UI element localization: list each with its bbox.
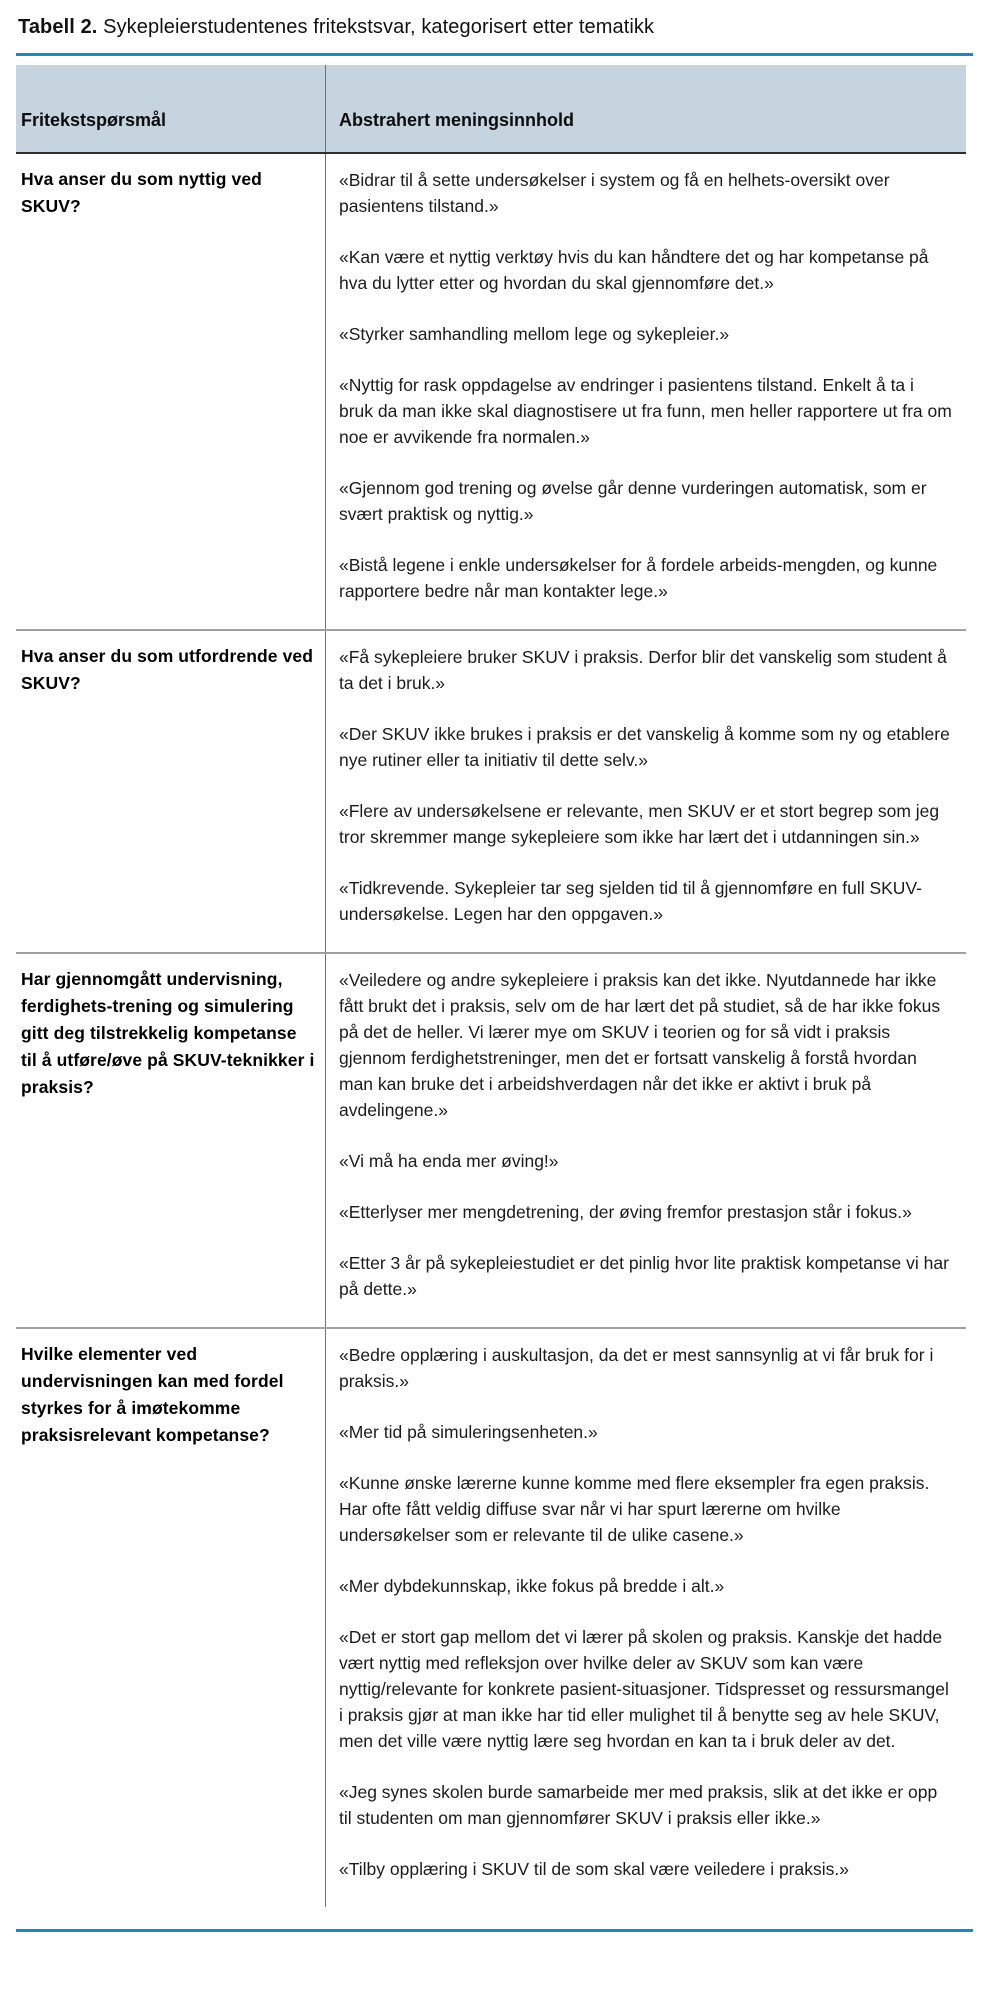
answer-quote: «Etterlyser mer mengdetrening, der øving fremfor prestasjon står i fokus.» bbox=[339, 1202, 912, 1222]
column-header-question: Fritekstspørsmål bbox=[21, 110, 167, 130]
table-row bbox=[16, 154, 966, 629]
answer-quote: «Det er stort gap mellom det vi lærer på skolen og praksis. Kanskje det hadde vært nyttig med refleksjon over hvilke deler av SKUV som kan være nyttig/relevante for konkrete pasient-situasjoner. Tidspresset og ressursmangel i praksis gjør at man ikke har tid eller mulighet til å benytte seg av hele SKUV, men det ville være nyttig lære seg hvordan en kan ta i bruk deler av det. bbox=[339, 1627, 949, 1751]
table-row bbox=[16, 952, 966, 1327]
answer-quote: «Kunne ønske lærerne kunne komme med flere eksempler fra egen praksis. Har ofte fått veldig diffuse svar når vi har spurt lærerne om hvilke undersøkelser som er relevante til de ulike casene.» bbox=[339, 1473, 930, 1545]
question-cell: Hva anser du som utfordrende ved SKUV? bbox=[21, 646, 314, 693]
data-table bbox=[16, 65, 966, 1907]
answer-quote: «Bedre opplæring i auskultasjon, da det er mest sannsynlig at vi får bruk for i praksis.» bbox=[339, 1345, 934, 1391]
answer-quote: «Bidrar til å sette undersøkelser i system og få en helhets-oversikt over pasientens tilstand.» bbox=[339, 170, 890, 216]
answer-quote: «Bistå legene i enkle undersøkelser for å fordele arbeids-mengden, og kunne rapportere bedre når man kontakter lege.» bbox=[339, 555, 938, 601]
answer-quote: «Veiledere og andre sykepleiere i praksis kan det ikke. Nyutdannede har ikke fått brukt det i praksis, selv om de har lært det på studiet, så de har ikke fokus på det de heller. Vi lærer mye om SKUV i teorien og for så vidt i praksis gjennom ferdighetstreninger, men det er fortsatt vanskelig å forstå hvordan man kan bruke det i arbeidshverdagen når det ikke er aktivt i bruk på avdelingene.» bbox=[339, 970, 941, 1120]
answers-cell bbox=[325, 631, 966, 952]
answer-quote: «Tidkrevende. Sykepleier tar seg sjelden tid til å gjennomføre en full SKUV-undersøkelse. Legen har den oppgaven.» bbox=[339, 878, 922, 924]
answer-quote: «Gjennom god trening og øvelse går denne vurderingen automatisk, som er svært praktisk og nyttig.» bbox=[339, 478, 927, 524]
answer-quote: «Etter 3 år på sykepleiestudiet er det pinlig hvor lite praktisk kompetanse vi har på dette.» bbox=[339, 1253, 949, 1299]
answer-quote: «Jeg synes skolen burde samarbeide mer med praksis, slik at det ikke er opp til studenten om man gjennomfører SKUV i praksis eller ikke.» bbox=[339, 1782, 938, 1828]
answers-cell bbox=[325, 154, 966, 629]
answer-quote: «Kan være et nyttig verktøy hvis du kan håndtere det og har kompetanse på hva du lytter etter og hvordan du skal gjennomføre det.» bbox=[339, 247, 929, 293]
question-cell: Hva anser du som nyttig ved SKUV? bbox=[21, 169, 262, 216]
table-header-row bbox=[16, 65, 966, 154]
table-row bbox=[16, 629, 966, 952]
answer-quote: «Tilby opplæring i SKUV til de som skal være veiledere i praksis.» bbox=[339, 1859, 849, 1879]
top-rule bbox=[16, 53, 973, 56]
answer-quote: «Nyttig for rask oppdagelse av endringer i pasientens tilstand. Enkelt å ta i bruk da man ikke skal diagnostisere ut fra funn, men heller rapportere ut fra om noe er avvikende fra normalen.» bbox=[339, 375, 952, 447]
answer-quote: «Vi må ha enda mer øving!» bbox=[339, 1151, 559, 1171]
answers-cell bbox=[325, 1329, 966, 1907]
bottom-rule bbox=[16, 1929, 973, 1932]
answer-quote: «Få sykepleiere bruker SKUV i praksis. Derfor blir det vanskelig som student å ta det i bruk.» bbox=[339, 647, 947, 693]
question-cell: Hvilke elementer ved undervisningen kan med fordel styrkes for å imøtekomme praksisrelevant kompetanse? bbox=[21, 1344, 284, 1445]
table-row bbox=[16, 1327, 966, 1907]
table-caption-text: Sykepleierstudentenes fritekstsvar, kategorisert etter tematikk bbox=[103, 16, 655, 38]
answer-quote: «Mer dybdekunnskap, ikke fokus på bredde i alt.» bbox=[339, 1576, 725, 1596]
answer-quote: «Der SKUV ikke brukes i praksis er det vanskelig å komme som ny og etablere nye rutiner eller ta initiativ til dette selv.» bbox=[339, 724, 950, 770]
answer-quote: «Mer tid på simuleringsenheten.» bbox=[339, 1422, 598, 1442]
answers-cell bbox=[325, 954, 966, 1327]
table-caption bbox=[18, 14, 973, 40]
column-header-meaning: Abstrahert meningsinnhold bbox=[325, 65, 966, 152]
answer-quote: «Flere av undersøkelsene er relevante, men SKUV er et stort begrep som jeg tror skremmer mange sykepleiere som ikke har lært det i utdanningen sin.» bbox=[339, 801, 940, 847]
question-cell: Har gjennomgått undervisning, ferdighets-trening og simulering gitt deg tilstrekkelig kompetanse til å utføre/øve på SKUV-teknikker i praksis? bbox=[21, 969, 315, 1097]
table-caption-number: Tabell 2. bbox=[18, 16, 98, 38]
answer-quote: «Styrker samhandling mellom lege og sykepleier.» bbox=[339, 324, 730, 344]
